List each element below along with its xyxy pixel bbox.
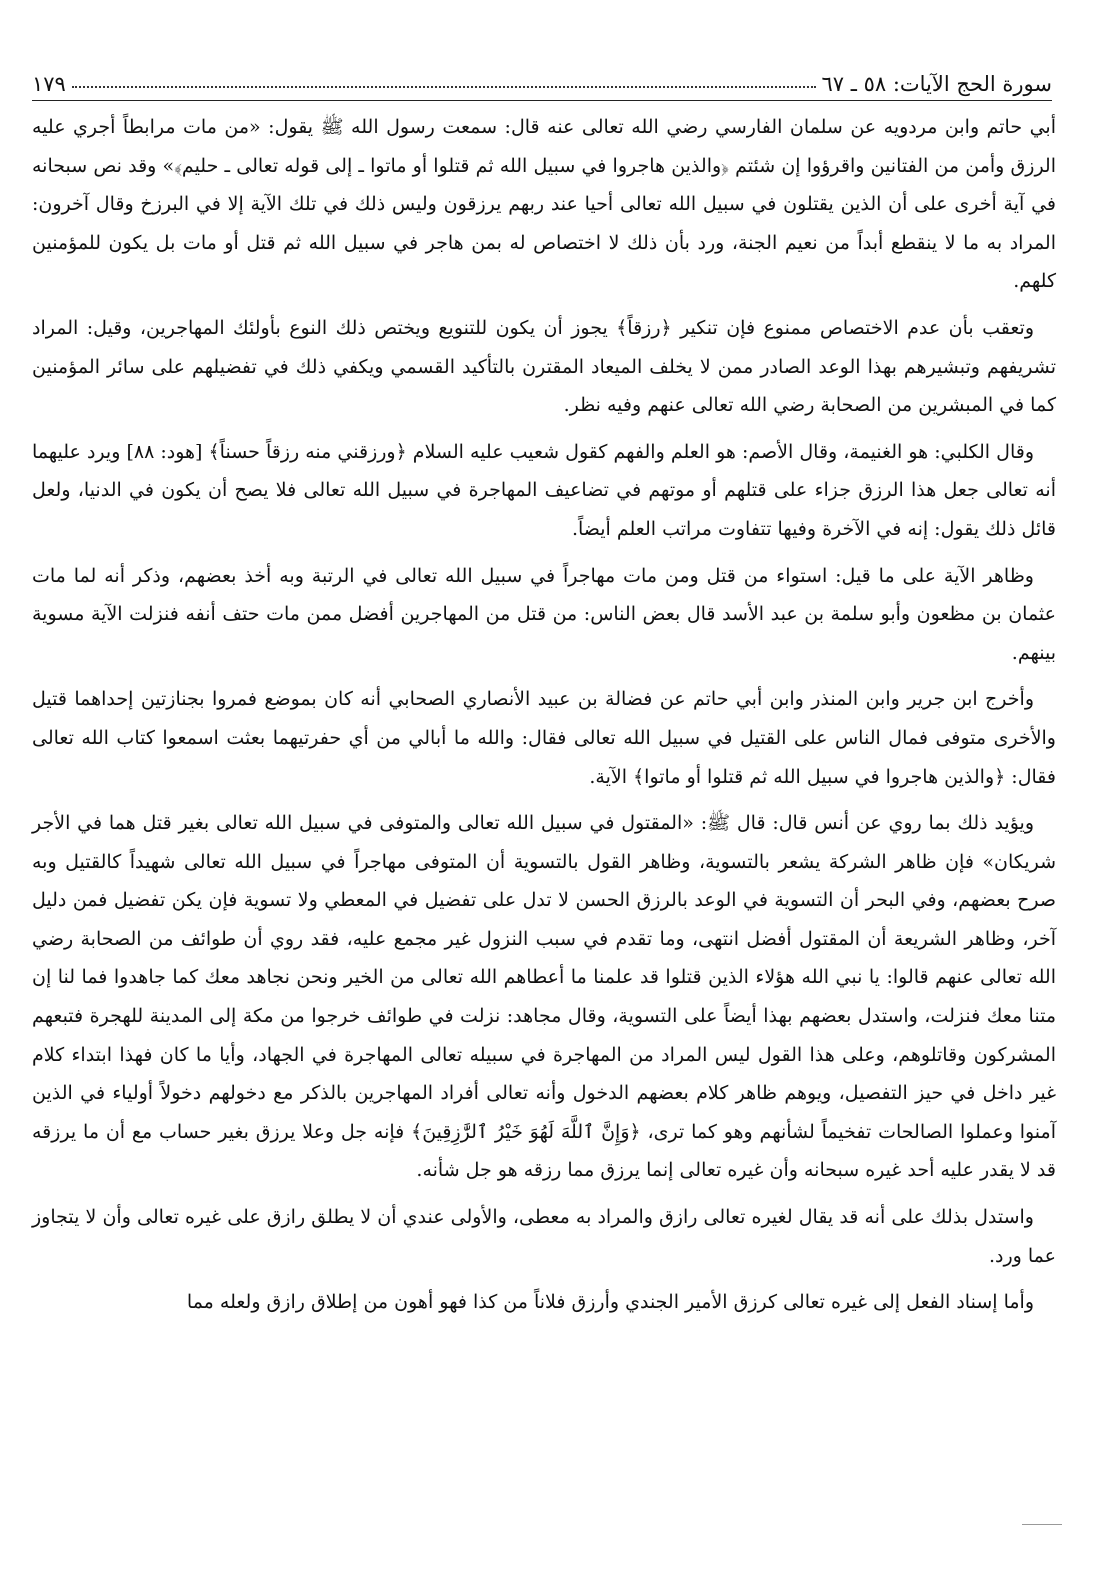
header-title: سورة الحج الآيات: ٥٨ ـ ٦٧ [821, 72, 1052, 96]
dot-leader [72, 85, 816, 88]
paragraph: وظاهر الآية على ما قيل: استواء من قتل ومن مات مهاجراً في سبيل الله تعالى في الرتبة وبه أخذ بعضهم، وذكر أنه لما مات عثمان بن مظعون وأبو سلمة بن عبد الأسد قال بعض الناس: من قتل من المهاجرين أفضل ممن مات حتف أنفه فنزلت الآية مسوية بينهم. [32, 564, 1056, 664]
body-text [32, 108, 1056, 1330]
paragraph: وقال الكلبي: هو الغنيمة، وقال الأصم: هو العلم والفهم كقول شعيب عليه السلام ﴿ورزقني منه رزقاً حسناً﴾ [هود: ٨٨] ويرد عليهما أنه تعالى جعل هذا الرزق جزاء على قتلهم أو موتهم في تضاعيف المهاجرة في سبيل الله تعالى فلا يصح أن يكون في الدنيا، ولعل قائل ذلك يقول: إنه في الآخرة وفيها تتفاوت مراتب العلم أيضاً. [32, 440, 1056, 540]
paragraph: واستدل بذلك على أنه قد يقال لغيره تعالى رازق والمراد به معطى، والأولى عندي أن لا يطلق رازق على غيره تعالى وأن لا يتجاوز عما ورد. [32, 1206, 1056, 1267]
page-number: ١٧٩ [32, 72, 66, 96]
running-header [32, 62, 1052, 101]
paragraph: وتعقب بأن عدم الاختصاص ممنوع فإن تنكير ﴿رزقاً﴾ يجوز أن يكون للتنويع ويختص ذلك النوع بأولئك المهاجرين، وقيل: المراد تشريفهم وتبشيرهم بهذا الوعد الصادر ممن لا يخلف الميعاد المقترن بالتأكيد القسمي ويكفي ذلك في تفضيلهم على سائر المؤمنين كما في المبشرين من الصحابة رضي الله تعالى عنهم وفيه نظر. [32, 316, 1056, 417]
paragraph: وأما إسناد الفعل إلى غيره تعالى كرزق الأمير الجندي وأرزق فلاناً من كذا فهو أهون من إطلاق رازق ولعله مما [186, 1291, 1034, 1314]
paragraph: وأخرج ابن جرير وابن المنذر وابن أبي حاتم عن فضالة بن عبيد الأنصاري الصحابي أنه كان بموضع فمروا بجنازتين إحداهما قتيل والأخرى متوفى فمال الناس على القتيل في سبيل الله تعالى فقال: والله ما أبالي من أي حفرتيهما بعثت اسمعوا كتاب الله تعالى فقال: ﴿والذين هاجروا في سبيل الله ثم قتلوا أو ماتوا﴾ الآية. [32, 688, 1056, 788]
footer-rule [1022, 1524, 1062, 1527]
paragraph: ويؤيد ذلك بما روي عن أنس قال: قال ﷺ: «المقتول في سبيل الله تعالى والمتوفى في سبيل الله تعالى بغير قتل هما في الأجر شريكان» فإن ظاهر الشركة يشعر بالتسوية، وظاهر القول بالتسوية أن المتوفى مهاجراً في سبيل الله تعالى شهيداً كالقتيل وبه صرح بعضهم، وفي البحر أن التسوية في الوعد بالرزق الحسن لا تدل على تفضيل في المعطي ولا تسوية فإن يكن تفضيل فمن دليل آخر، وظاهر الشريعة أن المقتول أفضل انتهى، وما تقدم في سبب النزول غير مجمع عليه، فقد روي أن طوائف من الصحابة رضي الله تعالى عنهم قالوا: يا نبي الله هؤلاء الذين قتلوا قد علمنا ما أعطاهم الله تعالى من الخير ونحن نجاهد معك كما جاهدوا فما لنا إن متنا معك فنزلت، واستدل بعضهم بهذا أيضاً على التسوية، وقال مجاهد: نزلت في طوائف خرجوا من مكة إلى المدينة للهجرة فتبعهم المشركون وقاتلوهم، وعلى هذا القول ليس المراد من المهاجرة في سبيله تعالى المهاجرة في الجهاد، وأيا ما كان فهذا ابتداء كلام غير داخل في حيز التفصيل، ويوهم ظاهر كلام بعضهم الدخول وأنه تعالى أفراد المهاجرين بالذكر مع دخولهم دخولاً أولياء في الذين آمنوا وعملوا الصالحات تفخيماً لشأنهم وهو كما ترى، ﴿وَإِنَّ ٱللَّهَ لَهُوَ خَيْرُ ٱلرَّٰزِقِينَ﴾ فإنه جل وعلا يرزق بغير حساب مع أن ما يرزقه قد لا يقدر عليه أحد غيره سبحانه وأن غيره تعالى إنما يرزق مما رزقه هو جل شأنه. [32, 812, 1056, 1182]
paragraph: أبي حاتم وابن مردويه عن سلمان الفارسي رضي الله تعالى عنه قال: سمعت رسول الله ﷺ يقول: «من مات مرابطاً أجري عليه الرزق وأمن من الفتانين واقرؤوا إن شئتم ﴿والذين هاجروا في سبيل الله ثم قتلوا أو ماتوا ـ إلى قوله تعالى ـ حليم﴾» وقد نص سبحانه في آية أخرى على أن الذين يقتلون في سبيل الله تعالى أحيا عند ربهم يرزقون وليس ذلك في تلك الآية إلا في البرزخ وقال آخرون: المراد به ما لا ينقطع أبداً من نعيم الجنة، ورد بأن ذلك لا اختصاص له بمن هاجر في سبيل الله ثم قتل أو مات بل يكون للمؤمنين كلهم. [32, 116, 1056, 293]
